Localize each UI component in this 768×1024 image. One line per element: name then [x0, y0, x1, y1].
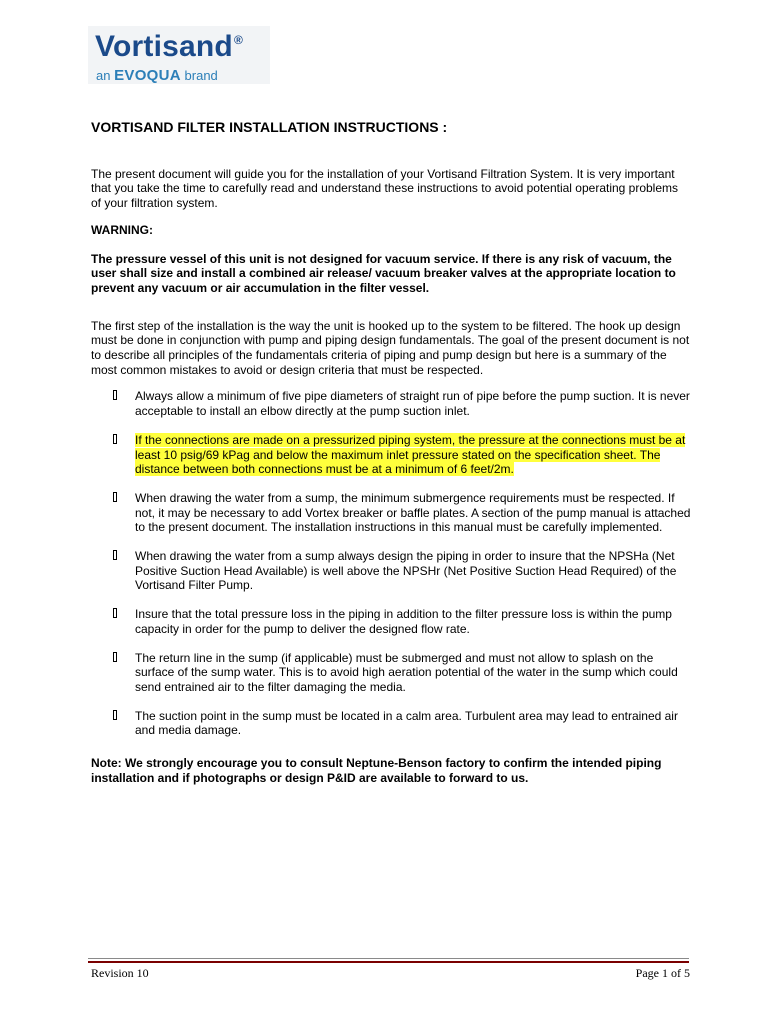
- document-body: [91, 120, 691, 786]
- highlighted-text: If the connections are made on a pressurized piping system, the pressure at the connections must be at least 10 psig/69 kPag and below the maximum inlet pressure stated on the specification sheet. The distance between both connections must be at a minimum of 6 feet/2m.: [135, 432, 686, 477]
- logo-wordmark: Vortisand®: [95, 30, 243, 63]
- bullet-icon: [113, 652, 117, 662]
- bullet-icon: [113, 550, 117, 560]
- revision-label: Revision 10: [91, 966, 149, 980]
- list-item: The suction point in the sump must be located in a calm area. Turbulent area may lead to entrained air and media damage.: [91, 709, 691, 738]
- vortisand-logo: [88, 26, 270, 84]
- bullet-icon: [113, 434, 117, 444]
- bullet-icon: [113, 492, 117, 502]
- bullet-icon: [113, 710, 117, 720]
- bullet-icon: [113, 390, 117, 400]
- list-item-highlighted: [91, 433, 691, 477]
- warning-text: The pressure vessel of this unit is not designed for vacuum service. If there is any risk of vacuum, the user shall size and install a combined air release/ vacuum breaker valves at the appropriate location to prevent any vacuum or air accumulation in the filter vessel.: [91, 251, 676, 295]
- list-item: Insure that the total pressure loss in the piping in addition to the filter pressure loss is within the pump capacity in order for the pump to deliver the designed flow rate.: [91, 607, 691, 636]
- registered-mark: ®: [233, 33, 243, 47]
- page-number: Page 1 of 5: [635, 966, 690, 980]
- document-title: VORTISAND FILTER INSTALLATION INSTRUCTIONS :: [91, 119, 448, 135]
- footer-divider-thin: [88, 958, 689, 959]
- first-step-paragraph: The first step of the installation is the way the unit is hooked up to the system to be filtered. The hook up design must be done in conjunction with pump and piping design fundamentals. The goal of the present document is not to describe all principles of the fundamentals criteria of piping and pump design but here is a summary of the most common mistakes to avoid or design criteria that must be respected.: [91, 318, 690, 377]
- warning-label: WARNING:: [91, 222, 153, 237]
- list-item: The return line in the sump (if applicable) must be submerged and must not allow to splash on the surface of the sump water. This is to avoid high aeration potential of the water in the sump which could send entrained air to the filter damaging the media.: [91, 651, 691, 695]
- evoqua-wordmark: EVOQUA: [114, 67, 181, 84]
- bullet-icon: [113, 608, 117, 618]
- list-item: When drawing the water from a sump always design the piping in order to insure that the NPSHa (Net Positive Suction Head Available) is well above the NPSHr (Net Positive Suction Head Required) of the Vortisand Filter Pump.: [91, 549, 691, 593]
- list-item: Always allow a minimum of five pipe diameters of straight run of pipe before the pump suction. It is never acceptable to install an elbow directly at the pump suction inlet.: [91, 389, 691, 418]
- footer-divider-thick: [88, 961, 689, 963]
- note-paragraph: Note: We strongly encourage you to consult Neptune-Benson factory to confirm the intended piping installation and if photographs or design P&ID are available to forward to us.: [91, 756, 662, 785]
- logo-tagline: an EVOQUA brand: [96, 67, 218, 84]
- list-item: When drawing the water from a sump, the minimum submergence requirements must be respected. If not, it may be necessary to add Vortex breaker or baffle plates. A section of the pump manual is attached to the present document. The installation instructions in this manual must be carefully implemented.: [91, 491, 691, 535]
- intro-paragraph: The present document will guide you for the installation of your Vortisand Filtration System. It is very important that you take the time to carefully read and understand these instructions to avoid potential operating problems of your filtration system.: [91, 166, 679, 211]
- guideline-list: [91, 389, 691, 738]
